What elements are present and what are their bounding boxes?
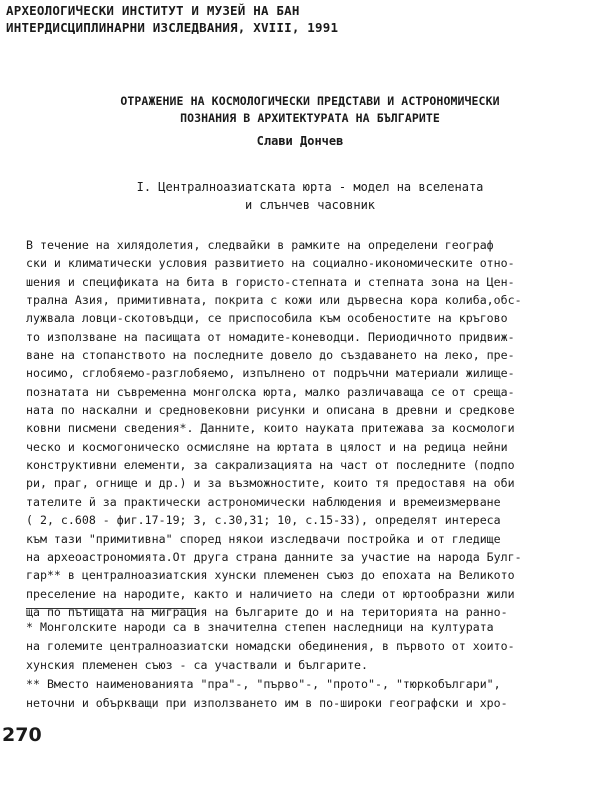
- body-text: [26, 236, 596, 621]
- body-line: ри, праг, огнище и др.) и за възможностите, които тя предоставя на оби: [26, 476, 515, 491]
- footnote-divider: [26, 608, 196, 609]
- section-heading-line-1: I. Централноазиатската юрта - модел на вселената: [136, 180, 484, 194]
- section-heading: [40, 178, 580, 214]
- body-line: ковни писмени сведения*. Данните, които науката притежава за космологи: [26, 421, 515, 436]
- article-title: [40, 93, 580, 127]
- footnotes: [26, 618, 596, 713]
- body-line: към тази "примитивна" според някои изследвачи постройка и от гледище: [26, 531, 501, 546]
- author-name: Слави Дончев: [256, 134, 344, 148]
- title-line-2: ПОЗНАНИЯ В АРХИТЕКТУРАТА НА БЪЛГАРИТЕ: [180, 111, 440, 125]
- body-line: шения и спецификата на бита в гористо-степната и степната зона на Цен-: [26, 274, 515, 289]
- body-line: ( 2, с.608 - фиг.17-19; 3, с.30,31; 10, с.15-33), определят интереса: [26, 513, 501, 528]
- footnote-line: * Монголските народи са в значителна степен наследници на културата: [26, 620, 494, 634]
- body-line: ческо и космогоническо осмисляне на юртата в цялост и на редица нейни: [26, 439, 508, 454]
- body-line: В течение на хилядолетия, следвайки в рамките на определени географ: [26, 238, 494, 252]
- body-line: ване на стопанството на последните довело до създаването на леко, пре-: [26, 348, 515, 363]
- body-line: гар** в централноазиатския хунски племенен съюз до епохата на Великото: [26, 568, 515, 583]
- body-line: преселение на народите, както и наличието на следи от юртообразни жили: [26, 586, 515, 601]
- body-line: тателите й за практически астрономически наблюдения и времеизмерване: [26, 494, 501, 509]
- body-line: носимо, сглобяемо-разглобяемо, изпълнено от подръчни материали жилище-: [26, 366, 515, 381]
- journal-header: [6, 2, 596, 36]
- body-line: на археоастрономията.От друга страна данните за участие на народа Булг-: [26, 549, 522, 564]
- title-line-1: ОТРАЖЕНИЕ НА КОСМОЛОГИЧЕСКИ ПРЕДСТАВИ И АСТРОНОМИЧЕСКИ: [120, 94, 500, 108]
- footnote-line: хунския племенен съюз - са участвали и българите.: [26, 658, 369, 672]
- body-line: ща по пътищата на миграция на българите до и на територията на ранно-: [26, 604, 508, 619]
- body-line: познатата ни съвременна монголска юрта, малко различаваща се от среща-: [26, 384, 515, 399]
- header-line-institute: АРХЕОЛОГИЧЕСКИ ИНСТИТУТ И МУЗЕЙ НА БАН: [6, 3, 300, 18]
- body-line: трална Азия, примитивната, покрита с кожи или дървесна кора колиба,обс-: [26, 293, 522, 308]
- footnote-line: ** Вместо наименованията "пра"-, "първо"-, "прото"-, "тюркобългари",: [26, 677, 501, 691]
- footnote-line: на големите централноазиатски номадски обединения, в първото от хоито-: [26, 639, 515, 653]
- footnote-line: неточни и объркващи при използването им в по-широки географски и хро-: [26, 696, 508, 710]
- page-number: 270: [2, 724, 42, 746]
- body-line: лужвала ловци-скотовъдци, се приспособила към особеностите на кръгово: [26, 311, 508, 326]
- body-line: ски и климатически условия развитието на социално-икономическите отно-: [26, 256, 515, 271]
- section-heading-line-2: и слънчев часовник: [244, 198, 376, 212]
- body-line: то използване на пасищата от номадите-коневодци. Периодичното придвиж-: [26, 329, 515, 344]
- body-line: конструктивни елементи, за сакрализацията на част от последните (подпо: [26, 458, 515, 473]
- body-line: ната по наскални и средновековни рисунки и описана в древни и средкове: [26, 403, 515, 418]
- header-line-series: ИНТЕРДИСЦИПЛИНАРНИ ИЗСЛЕДВАНИЯ, XVIII, 1991: [6, 20, 339, 35]
